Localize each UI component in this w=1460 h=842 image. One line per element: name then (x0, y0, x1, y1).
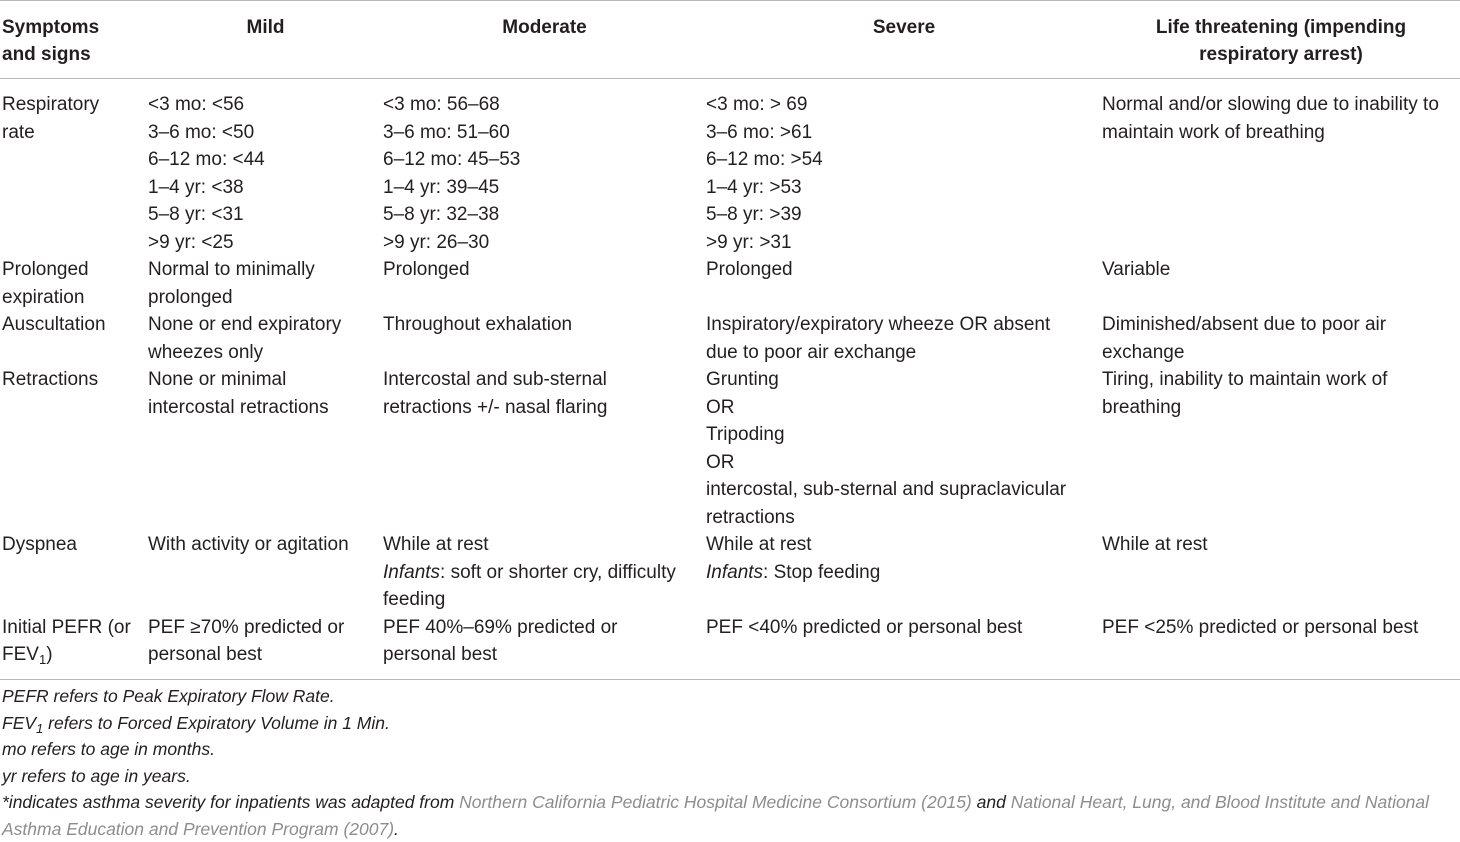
cell-line: While at rest (1102, 531, 1460, 559)
cell-line: Normal and/or slowing due to inability to (1102, 91, 1460, 119)
cell-line: Prolonged (2, 256, 148, 284)
cell-line: Prolonged (706, 256, 1102, 284)
cell-prolonged-expiration-moderate (383, 256, 706, 311)
cell-line: PEF <40% predicted or personal best (706, 614, 1102, 642)
cell-line: retractions (706, 504, 1102, 532)
cell-line: <3 mo: > 69 (706, 91, 1102, 119)
cell-line: None or minimal (148, 366, 383, 394)
cell-line: 3–6 mo: 51–60 (383, 119, 706, 147)
citation-link-nc-consortium[interactable]: Northern California Pediatric Hospital Medicine Consortium (2015) (459, 792, 972, 812)
header-severe (706, 1, 1102, 79)
cell-line: Intercostal and sub-sternal (383, 366, 706, 394)
cell-line: >9 yr: <25 (148, 229, 383, 257)
citation-link-nhlbi-line1[interactable]: National Heart, Lung, and Blood Institute and National (1011, 792, 1429, 812)
row-label-retractions (0, 366, 148, 531)
cell-line: Tripoding (706, 421, 1102, 449)
cell-line: intercostal retractions (148, 394, 383, 422)
cell-line: exchange (1102, 339, 1460, 367)
cell-line: Dyspnea (2, 531, 148, 559)
cell-line: PEF ≥70% predicted or (148, 614, 383, 642)
cell-line: PEF <25% predicted or personal best (1102, 614, 1460, 642)
cell-line: Diminished/absent due to poor air (1102, 311, 1460, 339)
header-symptoms-line2: and signs (2, 41, 148, 68)
footnote-fev-subscript: 1 (36, 721, 43, 736)
cell-line: personal best (148, 641, 383, 669)
cell-line (706, 559, 1102, 587)
cell-line: 1–4 yr: 39–45 (383, 174, 706, 202)
citation-link-nhlbi-line2[interactable]: Asthma Education and Prevention Program (2007) (2, 819, 394, 839)
cell-line: OR (706, 394, 1102, 422)
cell-line: Initial PEFR (or (2, 614, 148, 642)
cell-line (383, 559, 706, 587)
cell-line: 3–6 mo: <50 (148, 119, 383, 147)
cell-line: OR (706, 449, 1102, 477)
cell-line: With activity or agitation (148, 531, 383, 559)
cell-prolonged-expiration-mild (148, 256, 383, 311)
header-moderate (383, 1, 706, 79)
cell-line: While at rest (706, 531, 1102, 559)
cell-dyspnea-mild (148, 531, 383, 614)
footnote-fev-text: FEV (2, 713, 36, 733)
footnote-source-continued (2, 816, 1458, 842)
cell-auscultation-moderate (383, 311, 706, 366)
footnote-fev-rest: refers to Forced Expiratory Volume in 1 Min. (43, 713, 390, 733)
cell-auscultation-severe (706, 311, 1102, 366)
cell-line: Inspiratory/expiratory wheeze OR absent (706, 311, 1102, 339)
cell-respiratory-rate-life (1102, 79, 1460, 257)
row-label-respiratory-rate (0, 79, 148, 257)
cell-line: Normal to minimally (148, 256, 383, 284)
fev-subscript: 1 (39, 652, 46, 667)
header-symptoms (0, 1, 148, 79)
header-life-threatening (1102, 1, 1460, 79)
cell-line: None or end expiratory (148, 311, 383, 339)
cell-line: 1–4 yr: <38 (148, 174, 383, 202)
fev-close-paren: ) (46, 644, 52, 665)
cell-initial-pefr-severe (706, 614, 1102, 680)
cell-retractions-life (1102, 366, 1460, 531)
cell-dyspnea-severe (706, 531, 1102, 614)
cell-line: Prolonged (383, 256, 706, 284)
cell-line: prolonged (148, 284, 383, 312)
cell-line: 6–12 mo: >54 (706, 146, 1102, 174)
cell-dyspnea-life (1102, 531, 1460, 614)
cell-prolonged-expiration-life (1102, 256, 1460, 311)
cell-line: personal best (383, 641, 706, 669)
table-row-prolonged-expiration (0, 256, 1460, 311)
header-mild (148, 1, 383, 79)
row-label-auscultation (0, 311, 148, 366)
cell-line: feeding (383, 586, 706, 614)
header-mild-text: Mild (148, 14, 383, 41)
cell-line: intercostal, sub-sternal and supraclavicular (706, 476, 1102, 504)
table-row-respiratory-rate (0, 79, 1460, 257)
header-life-line2: respiratory arrest) (1102, 41, 1460, 68)
cell-line: Throughout exhalation (383, 311, 706, 339)
cell-line: <3 mo: 56–68 (383, 91, 706, 119)
row-label-initial-pefr (0, 614, 148, 680)
cell-line: 5–8 yr: >39 (706, 201, 1102, 229)
cell-line: 5–8 yr: 32–38 (383, 201, 706, 229)
table-row-auscultation (0, 311, 1460, 366)
cell-auscultation-mild (148, 311, 383, 366)
header-row (0, 1, 1460, 79)
cell-line: due to poor air exchange (706, 339, 1102, 367)
row-label-dyspnea (0, 531, 148, 614)
row-label-prolonged-expiration (0, 256, 148, 311)
footnote-source-period: . (394, 819, 399, 839)
footnote-source-and: and (972, 792, 1011, 812)
header-moderate-text: Moderate (383, 14, 706, 41)
cell-respiratory-rate-mild (148, 79, 383, 257)
cell-retractions-moderate (383, 366, 706, 531)
cell-line: 5–8 yr: <31 (148, 201, 383, 229)
table-row-dyspnea (0, 531, 1460, 614)
footnote-yr: yr refers to age in years. (2, 763, 1458, 790)
cell-line (2, 641, 148, 669)
header-severe-text: Severe (706, 14, 1102, 41)
cell-retractions-mild (148, 366, 383, 531)
cell-line: 6–12 mo: 45–53 (383, 146, 706, 174)
footnote-source (2, 789, 1458, 816)
table-row-initial-pefr (0, 614, 1460, 680)
cell-line: wheezes only (148, 339, 383, 367)
cell-line: maintain work of breathing (1102, 119, 1460, 147)
cell-line: PEF 40%–69% predicted or (383, 614, 706, 642)
cell-dyspnea-moderate (383, 531, 706, 614)
cell-line: >9 yr: >31 (706, 229, 1102, 257)
cell-initial-pefr-mild (148, 614, 383, 680)
footnote-mo: mo refers to age in months. (2, 736, 1458, 763)
cell-line: 3–6 mo: >61 (706, 119, 1102, 147)
cell-line: retractions +/- nasal flaring (383, 394, 706, 422)
footnote-pefr: PEFR refers to Peak Expiratory Flow Rate. (2, 683, 1458, 710)
header-life-line1: Life threatening (impending (1102, 14, 1460, 41)
cell-initial-pefr-moderate (383, 614, 706, 680)
cell-line: Respiratory (2, 91, 148, 119)
infants-label: Infants (706, 562, 763, 583)
footnote-fev (2, 710, 1458, 737)
cell-line: Retractions (2, 366, 148, 394)
cell-respiratory-rate-moderate (383, 79, 706, 257)
cell-auscultation-life (1102, 311, 1460, 366)
cell-line: >9 yr: 26–30 (383, 229, 706, 257)
cell-line: Variable (1102, 256, 1460, 284)
cell-initial-pefr-life (1102, 614, 1460, 680)
cell-respiratory-rate-severe (706, 79, 1102, 257)
cell-line: rate (2, 119, 148, 147)
table-row-retractions (0, 366, 1460, 531)
infants-text: : Stop feeding (763, 562, 880, 583)
cell-line: While at rest (383, 531, 706, 559)
cell-line: Tiring, inability to maintain work of (1102, 366, 1460, 394)
table-footnotes (2, 683, 1458, 842)
cell-retractions-severe (706, 366, 1102, 531)
cell-line: expiration (2, 284, 148, 312)
footnote-source-intro: *indicates asthma severity for inpatients was adapted from (2, 792, 459, 812)
cell-line: 6–12 mo: <44 (148, 146, 383, 174)
cell-line: Auscultation (2, 311, 148, 339)
cell-prolonged-expiration-severe (706, 256, 1102, 311)
infants-label: Infants (383, 562, 440, 583)
infants-text: : soft or shorter cry, difficulty (440, 562, 676, 583)
cell-line: Grunting (706, 366, 1102, 394)
cell-line: <3 mo: <56 (148, 91, 383, 119)
cell-line: breathing (1102, 394, 1460, 422)
fev-text: FEV (2, 644, 39, 665)
cell-line: 1–4 yr: >53 (706, 174, 1102, 202)
header-symptoms-line1: Symptoms (2, 14, 148, 41)
